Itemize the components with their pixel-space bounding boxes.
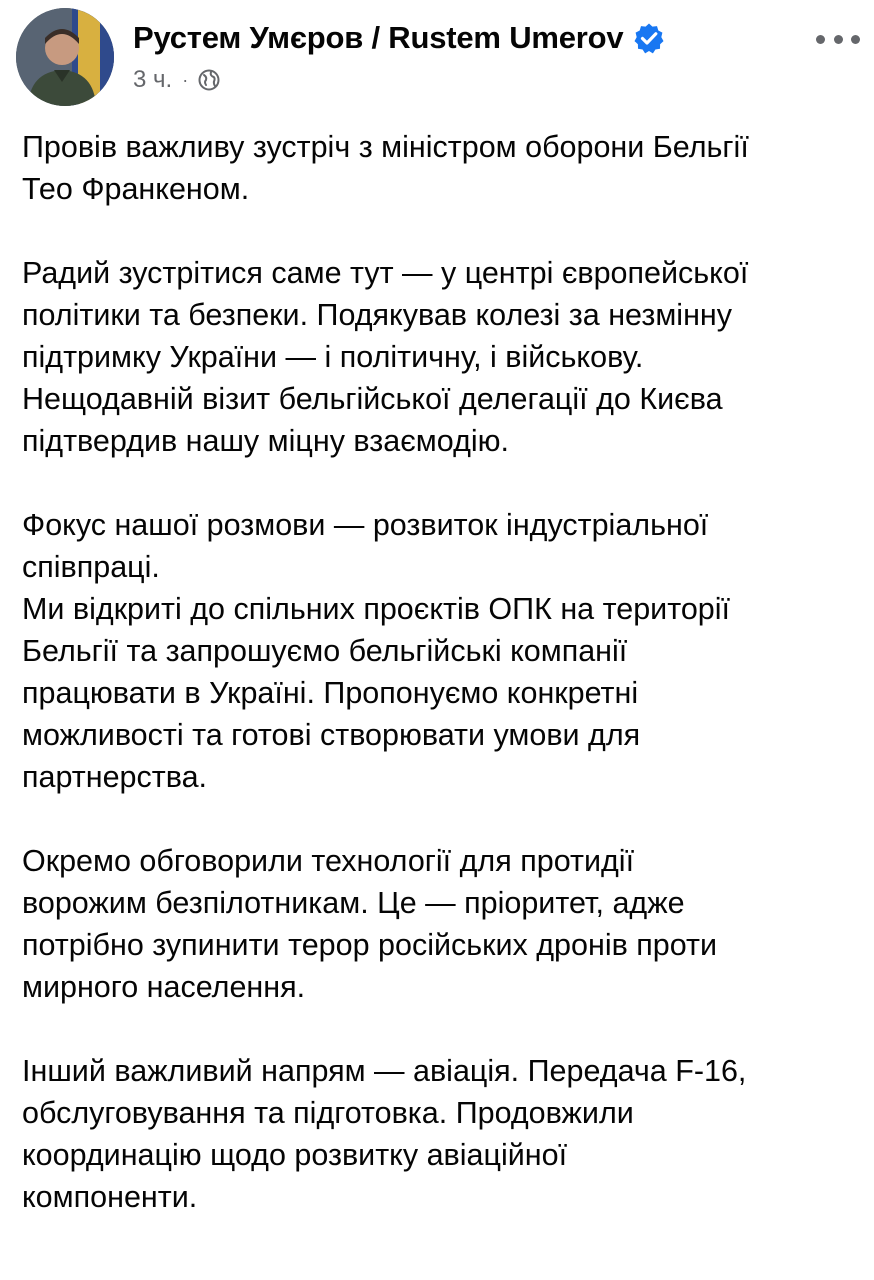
more-dot bbox=[816, 35, 825, 44]
author-name-row[interactable] bbox=[133, 20, 665, 56]
post-time[interactable]: 3 ч. bbox=[133, 66, 173, 93]
post-paragraph: Фокус нашої розмови — розвиток індустріальної співпраці. Ми відкриті до спільних проєктів ОПК на території Бельгії та запрошуємо бельгійські компанії працювати в Україні. Пропонуємо конкретні можливості та готові створювати умови для партнерства. bbox=[22, 508, 730, 794]
post-paragraph: Радий зустрітися саме тут — у центрі європейської політики та безпеки. Подякував колезі за незмінну підтримку України — і політичну, і військову. Нещодавній візит бельгійської делегації до Києва підтвердив нашу міцну взаємодію. bbox=[22, 256, 749, 458]
more-options-icon[interactable] bbox=[816, 24, 860, 54]
verified-badge-icon bbox=[633, 22, 665, 54]
globe-icon[interactable] bbox=[198, 69, 220, 91]
post-paragraph: Інший важливий напрям — авіація. Передача F-16, обслуговування та підготовка. Продовжили координацію щодо розвитку авіаційної компоненти. bbox=[22, 1054, 747, 1214]
meta-separator: · bbox=[182, 69, 189, 90]
post-text bbox=[22, 126, 852, 1260]
more-dot bbox=[834, 35, 843, 44]
avatar-photo bbox=[16, 8, 114, 106]
post-header bbox=[0, 0, 874, 110]
post-paragraph: Провів важливу зустріч з міністром оборони Бельгії Тео Франкеном. bbox=[22, 130, 749, 206]
avatar[interactable] bbox=[16, 8, 114, 106]
author-name[interactable]: Рустем Умєров / Rustem Umerov bbox=[133, 20, 624, 55]
post-meta bbox=[133, 66, 220, 94]
more-dot bbox=[851, 35, 860, 44]
post-paragraph: Окремо обговорили технології для протидії ворожим безпілотникам. Це — пріоритет, адже потрібно зупинити терор російських дронів проти мирного населення. bbox=[22, 844, 718, 1004]
